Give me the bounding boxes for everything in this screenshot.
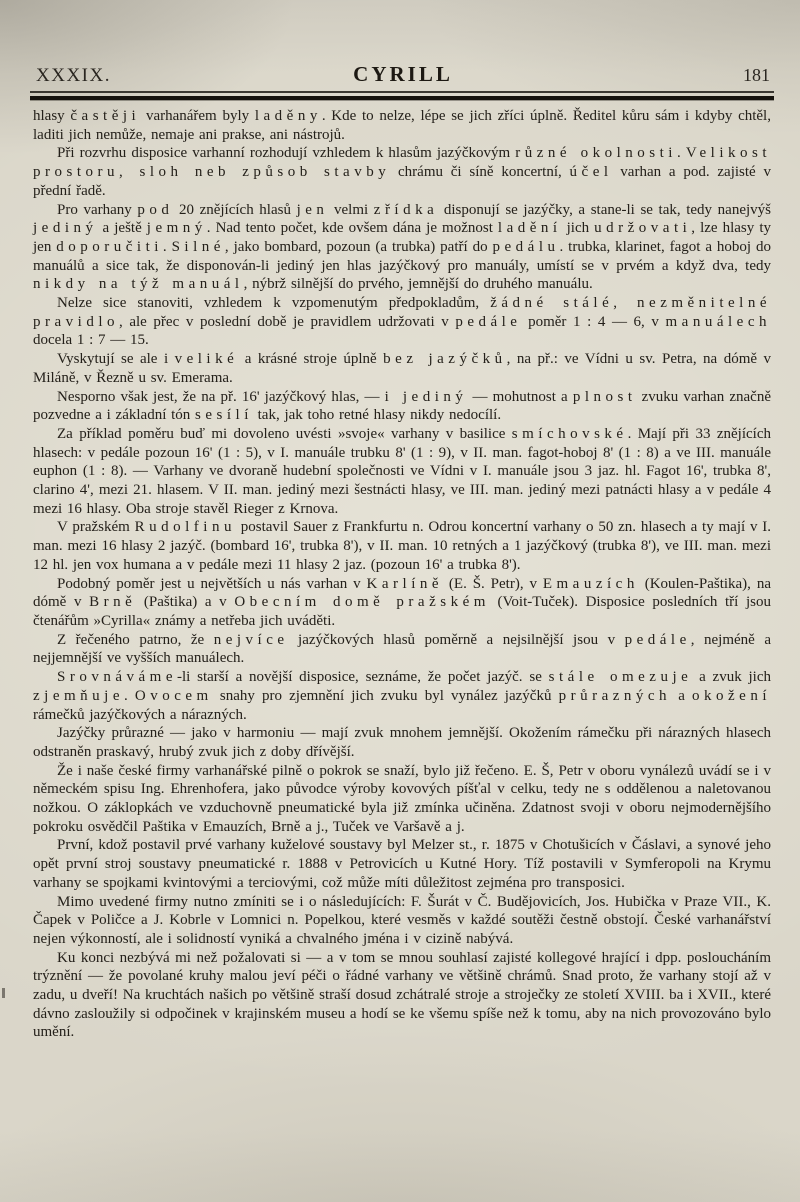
text-segment: , lze hlasy ty jen [33, 220, 771, 255]
text-segment: (Voit-Tuček). Disposice posledních tří jsou čtenářům »Cyrilla« známy a netřeba jich uváděti. [33, 594, 771, 629]
text-segment: (Koulen-Paštika), na dómě v [33, 575, 771, 611]
text-segment: zvuku varhan značně pozvedne a i základní tón [33, 388, 771, 424]
emphasized-text: účel [569, 164, 613, 181]
header-rule-thick [30, 96, 774, 100]
emphasized-text: Velikost prostoru, sloh neb způsob stavby [33, 145, 771, 181]
paragraph [33, 350, 771, 387]
emphasized-text: pedále [624, 631, 691, 648]
text-segment: a [671, 687, 693, 704]
text-segment: , nejméně a nejjemnější ve vyšších manuálech. [33, 631, 771, 667]
header-rule [30, 91, 774, 100]
paragraph [33, 425, 771, 519]
emphasized-text: Ovocem [134, 687, 213, 704]
emphasized-text: nikdy na týž manuál [33, 276, 244, 293]
text-segment: rámečků jazýčkových a nárazných. [33, 706, 247, 723]
text-segment: varhan a pod. zajisté v přední řadě. [33, 164, 771, 199]
text-segment: , jako bombard, pozoun (a trubka) patří do [224, 238, 493, 255]
article-body [33, 107, 771, 1042]
text-segment: (Paštika) a v [136, 594, 235, 611]
emphasized-text: plnost [572, 388, 637, 405]
text-segment: jazýčkových hlasů poměrně a nejsilnější jsou v [288, 631, 625, 648]
text-segment: -li starší a novější disposice, seznáme, že počet jazýč. se [176, 669, 549, 686]
paragraph [33, 668, 771, 724]
paragraph [33, 893, 771, 949]
text-segment: disponují se jazýčky, a stane-li se tak, tedy nanejvýš [438, 201, 771, 218]
journal-title: CYRILL [353, 62, 453, 86]
emphasized-text: zjemňuje [33, 687, 124, 704]
text-segment: . [676, 145, 686, 162]
text-segment: Nelze sice stanoviti, vzhledem k vzpomenutým předpokladům, [57, 295, 491, 312]
emphasized-text: pedálu [492, 238, 560, 255]
text-segment: postavil Sauer z Frankfurtu n. Odrou koncertní varhany o 50 zn. hlasech a ty mají v I. man. mezi 16 hlasy 2 jazýč. (bombard 16', trubka 8'), v II. man. 10 retných a 1 jazýčkový (trubka 8'), ve III. man. mezi 12 hl. jen vox humana a v pedále mezi 11 hlasy 2 jaz. (pozoun 16' a trubka 8'). [33, 519, 771, 573]
emphasized-text: zřídka [373, 201, 439, 218]
emphasized-text: pod [137, 201, 174, 218]
text-segment: chrámu či síně koncertní, [390, 164, 570, 181]
paragraph [33, 144, 771, 200]
text-segment: snahy pro zjemnění jich zvuku byl vynález jazýčků [212, 687, 559, 704]
emphasized-text: udržovati [594, 220, 692, 237]
text-segment: , ale přec v poslední době je pravidlem udržovati v [119, 313, 456, 330]
text-segment: Z řečeného patrno, že [57, 631, 214, 648]
paragraph [33, 836, 771, 892]
scan-artifact [2, 988, 5, 998]
emphasized-text: žádné stálé, nezměnitelné pravidlo [33, 295, 772, 330]
header-rule-thin [30, 91, 774, 93]
text-segment: a ještě [97, 220, 147, 237]
text-segment: varhanářem byly [140, 108, 255, 124]
text-segment: . Kde to nelze, lépe se jich zříci úplně. Ředitel kůru sám i kdyby chtěl, laditi jich nemůže, nemaje ani prakse, ani nástrojů. [33, 108, 771, 143]
emphasized-text: Brně [89, 594, 137, 611]
paragraph [33, 388, 771, 425]
text-segment: Při rozvrhu disposice varhanní rozhodují vzhledem k hlasům jazýčkovým [57, 145, 516, 162]
emphasized-text: častěji [70, 108, 141, 124]
emphasized-text: stále omezuje [548, 669, 693, 686]
paragraph [33, 518, 771, 574]
text-segment: Že i naše české firmy varhanářské pilně o pokrok se snaží, bylo již řečeno. E. Š, Petr v oboru vynálezů uvádí se i v německém spisu Ing. Ehrenhofera, jako původce výroby kovových píšťal v celku, tedy ne s oddělenou a naletovanou nožkou. O záklopkách ve vzduchovně pneumatické byla již zmínka učiněna. Zdatnost svoji v oboru nejmodernějšího pokroku osvědčil Paštika v Emauzích, Brně a j., Tuček ve Varšavě a j. [33, 762, 771, 835]
text-segment: Ku konci nezbývá mi než požalovati si — a v tom se mnou souhlasí zajisté kollegové hrající i dpp. posloucháním trýznění — že povolané kruhy malou jeví péči o řádné varhany ve většině chrámů. Snad proto, že varhany stojí až v zadu, u dveří! Na kruchtách našich po většině straší dosud zchátralé stroje a stroječky ze století XVIII. ba i XVII., které dávno zasloužily si odpočinek v krajinském museu a hodí se ke všemu spíše než k tomu, aby na nich provozováno bylo umění. [33, 949, 771, 1041]
text-segment: Mimo uvedené firmy nutno zmíniti se i o následujících: F. Šurát v Č. Budějovicích, Jos. Hubička v Praze VII., K. Čapek v Poličce a J. Kobrle v Lomnici n. Popelkou, které vesměs v každé soutěži čestně obstojí. České varhanářství nejen výkonností, ale i solidností vyniká a chvalného jména i v cizině nabývá. [33, 893, 771, 947]
emphasized-text: sesílí [195, 407, 253, 424]
emphasized-text: pedále [455, 313, 522, 330]
text-segment: První, kdož postavil prvé varhany kuželové soustavy byl Melzer st., r. 1875 v Chotušicích v Čáslavi, a synové jeho opět první stroj soustavy pneumatické r. 1888 v Petrovicích u Kutné Hory. Tíž postavili v Symferopoli na Krymu varhany se spojkami kvintovými a terciovými, což může míti důležitost zejména pro transposici. [33, 837, 771, 891]
paragraph [33, 575, 771, 631]
text-segment: hlasy [33, 108, 71, 124]
emphasized-text: různé okolnosti [515, 145, 677, 162]
text-segment: , na př.: ve Vídni u sv. Petra, na dómě v Miláně, v Řezně u sv. Emerama. [33, 351, 772, 386]
text-segment: , nýbrž silnější do prvého, jemnější do druhého manuálu. [243, 276, 593, 293]
page-number: 181 [743, 65, 770, 85]
text-segment: jich [561, 220, 595, 237]
emphasized-text: nejvíce [213, 631, 289, 648]
paragraph [33, 107, 771, 144]
text-segment: Za příklad poměru buď mi dovoleno uvésti »svoje« varhany v basilice [57, 425, 512, 442]
paragraph [33, 762, 771, 837]
emphasized-text: jemný [146, 220, 207, 237]
text-segment: 20 znějících hlasů [173, 201, 297, 218]
emphasized-text: smíchovské [511, 425, 628, 442]
paragraph [33, 724, 771, 761]
emphasized-text: laděny [254, 108, 322, 124]
text-segment: Podobný poměr jest u největších u nás varhan v [57, 575, 367, 592]
emphasized-text: ladění [497, 220, 562, 237]
text-segment: Nesporno však jest, že na př. 16' jazýčkový hlas, — [57, 388, 385, 405]
text-segment: — mohutnost a [467, 388, 573, 405]
text-segment: . trubka, klarinet, fagot a hoboj do manuálů a sice tak, že disponován-li jediný jen hlas jazýčkový pro manuály, umístí se v prvém a když dva, tedy [33, 238, 772, 274]
emphasized-text: průrazných [558, 687, 672, 704]
text-segment: velmi [328, 201, 374, 218]
paragraph [33, 949, 771, 1043]
emphasized-text: jediný [33, 220, 98, 237]
text-segment: docela 1 : 7 — 15. [33, 332, 149, 349]
text-segment: a zvuk jich [692, 669, 772, 686]
emphasized-text: Emauzích [542, 575, 639, 592]
text-segment: (E. Š. Petr), v [443, 575, 543, 592]
paragraph [33, 294, 771, 350]
paragraph [33, 631, 771, 668]
text-segment: poměr 1 : 4 — 6, v [521, 313, 666, 330]
emphasized-text: Karlíně [366, 575, 444, 592]
emphasized-text: i jediný [384, 388, 468, 405]
emphasized-text: manuálech [665, 313, 771, 330]
text-segment: a krásné stroje úplně [238, 351, 384, 368]
page-header [36, 62, 770, 87]
emphasized-text: veliké [174, 351, 239, 368]
emphasized-text: jen [296, 201, 329, 218]
text-segment: Vyskytují se ale i [57, 351, 175, 368]
emphasized-text: Silné [171, 238, 225, 255]
emphasized-text: Srovnáváme [57, 669, 177, 686]
text-segment: V pražském [57, 519, 135, 536]
text-segment: . Nad tento počet, kde ovšem dána je možnost [206, 220, 498, 237]
emphasized-text: okožení [692, 687, 771, 704]
text-segment: . Mají při 33 znějících hlasech: v pedále pozoun 16' (1 : 5), v I. manuále trubku 8' (1 : 9), v II. man. fagot-hoboj 8' (1 : 8) a ve III. manuále euphon (1 : 8). — Varhany ve dvoraně hudební společnosti ve Vídni v I. manuále jsou 3 jaz. hl. Fagot 16', trubka 8', clarino 4', mezi 21. hlasem. V II. man. jediný mezi šestnácti hlasy, ve III. man. jediný mezi patnácti hlasy a v pedále 4 mezi 16 hlasy. Oba stroje stavěl Rieger z Krnova. [33, 425, 771, 517]
emphasized-text: doporučiti [56, 238, 163, 255]
emphasized-text: Obecním domě pražském [234, 594, 490, 611]
volume-number: XXXIX. [36, 65, 111, 86]
paragraph [33, 201, 771, 295]
text-segment: tak, jak toho retné hlasy nikdy nedocílí. [252, 407, 502, 424]
text-segment: . [123, 687, 135, 704]
text-segment: Pro varhany [57, 201, 138, 218]
emphasized-text: bez jazýčků [383, 351, 507, 368]
emphasized-text: Rudolfinu [134, 519, 236, 536]
text-segment: . [162, 238, 172, 255]
text-segment: Jazýčky průrazné — jako v harmoniu — mají zvuk mnohem jemnější. Okožením rámečku při nárazných hlasech odstraněn praskavý, hrubý zvuk jich z doby dřívější. [33, 725, 771, 760]
